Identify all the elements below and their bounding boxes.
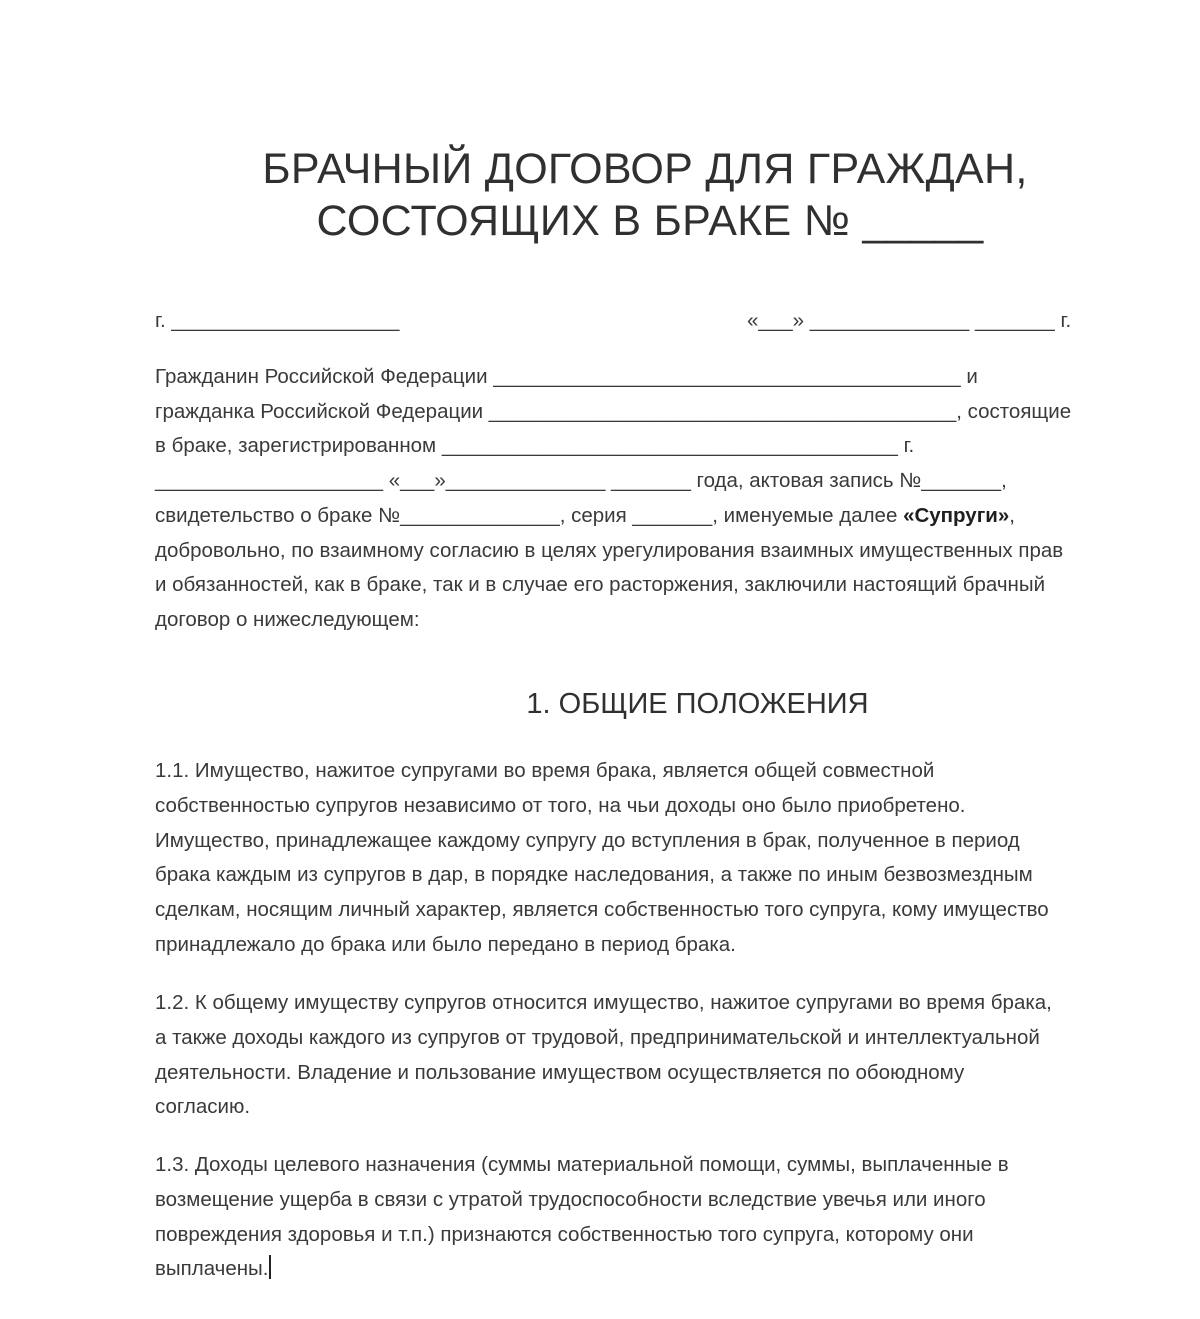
intro-line-punct: , [1009,503,1015,527]
document-title [155,143,1135,247]
place-date-row [155,307,1105,335]
clause-line [155,1252,1130,1287]
intro-line: ____________________ «___»______________ _______ года, актовая запись №_______, [155,469,1007,493]
clause-line: 1.2. К общему имуществу супругов относится имущество, нажитое супругами во время брака, [155,991,1052,1014]
intro-line: договор о нижеследующем: [155,607,420,631]
clause-line-text: выплачены. [155,1257,269,1281]
clause-line: сделкам, носящим личный характер, является собственностью того супруга, кому имущество [155,898,1049,922]
intro-line-text: свидетельство о браке №______________, серия _______, именуемые далее [155,503,904,527]
intro-line: Гражданин Российской Федерации _________________________________________ и [155,365,978,388]
section-1-title: 1. ОБЩИЕ ПОЛОЖЕНИЯ [526,688,869,720]
title-line-1: БРАЧНЫЙ ДОГОВОР ДЛЯ ГРАЖДАН, [262,145,1028,193]
clause-line: возмещение ущерба в связи с утратой трудоспособности вследствие увечья или иного [155,1187,986,1211]
clause-line: 1.1. Имущество, нажитое супругами во время брака, является общей совместной [155,759,935,782]
intro-line: и обязанностей, как в браке, так и в случае его расторжения, заключили настоящий брачный [155,573,1046,597]
clause-1-2 [155,986,1130,1125]
clause-line: собственностью супругов независимо от того, на чьи доходы оно было приобретено. [155,793,966,817]
intro-line: в браке, зарегистрированном ________________________________________ г. [155,434,915,458]
spouses-term: «Супруги» [903,503,1010,527]
intro-line: гражданка Российской Федерации _________________________________________, состоящие [155,399,1072,423]
clause-line: повреждения здоровья и т.п.) признаются собственностью того супруга, которому они [155,1222,974,1246]
intro-paragraph [155,360,1130,638]
intro-line [155,499,1130,534]
clause-line: 1.3. Доходы целевого назначения (суммы материальной помощи, суммы, выплаченные в [155,1153,1009,1176]
clause-line: деятельности. Владение и пользование имуществом осуществляется по обоюдному [155,1060,965,1084]
clause-1-3 [155,1148,1130,1287]
clause-line: а также доходы каждого из супругов от трудовой, предпринимательской и интеллектуальной [155,1025,1040,1049]
clause-line: брака каждым из супругов в дар, в порядке наследования, а также по иным безвозмездным [155,863,1033,887]
place-field: г. ____________________ [155,309,400,332]
clause-1-1 [155,754,1130,963]
intro-line: добровольно, по взаимному согласию в целях урегулирования взаимных имущественных прав [155,538,1064,562]
clause-line: согласию. [155,1095,251,1119]
clause-line: принадлежало до брака или было передано в период брака. [155,932,736,956]
title-line-2: СОСТОЯЩИХ В БРАКЕ № _____ [316,197,984,245]
clause-line: Имущество, принадлежащее каждому супругу до вступления в брак, полученное в период [155,828,1020,852]
date-field: «___» ______________ _______ г. [747,309,1072,332]
text-cursor [269,1255,271,1279]
